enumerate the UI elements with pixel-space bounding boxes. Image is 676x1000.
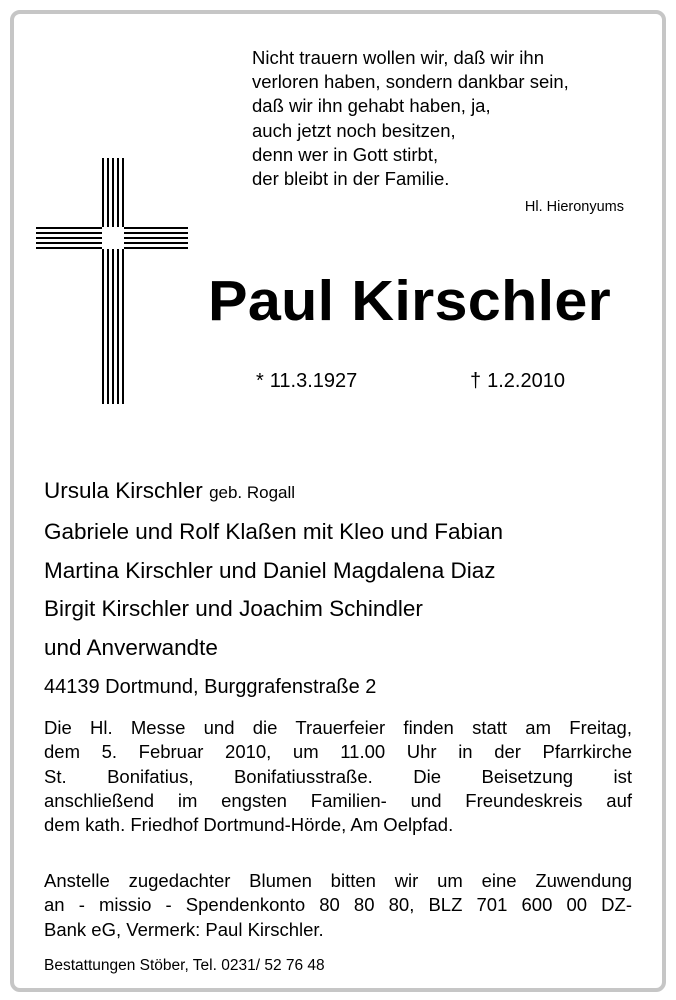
family-line: Birgit Kirschler und Joachim Schindler xyxy=(44,596,423,622)
family-line xyxy=(44,472,503,513)
family-list xyxy=(44,472,503,668)
birth-star-icon: * xyxy=(256,370,264,392)
donation-line: an - missio - Spendenkonto 80 80 80, BLZ 701 600 00 DZ- xyxy=(44,894,632,916)
service-line: St. Bonifatius, Bonifatiusstraße. Die Beisetzung ist xyxy=(44,765,632,787)
family-line: Gabriele und Rolf Klaßen mit Kleo und Fabian xyxy=(44,518,504,544)
service-notice xyxy=(44,716,632,837)
donation-line: Bank eG, Vermerk: Paul Kirschler. xyxy=(44,918,324,940)
family-address: 44139 Dortmund, Burggrafenstraße 2 xyxy=(44,676,377,698)
quote-attribution: Hl. Hieronyums xyxy=(524,199,624,215)
family-line: und Anverwandte xyxy=(44,635,218,661)
death-date xyxy=(470,370,565,393)
service-line: anschließend im engsten Familien- und Freundeskreis auf xyxy=(44,789,632,811)
birth-date xyxy=(256,370,357,393)
widow-name: Ursula Kirschler xyxy=(44,478,203,503)
death-cross-icon: † xyxy=(470,370,482,392)
funeral-home-contact: Bestattungen Stöber, Tel. 0231/ 52 76 48 xyxy=(44,957,325,974)
quote-line: verloren haben, sondern dankbar sein, xyxy=(252,71,569,93)
service-line: dem kath. Friedhof Dortmund-Hörde, Am Oelpfad. xyxy=(44,814,454,836)
cross-icon xyxy=(36,158,188,404)
quote-line: Nicht trauern wollen wir, daß wir ihn xyxy=(252,47,544,68)
maiden-name: geb. Rogall xyxy=(209,483,296,502)
quote-line: daß wir ihn gehabt haben, ja, xyxy=(252,95,491,117)
deceased-name: Paul Kirschler xyxy=(208,269,612,333)
family-line: Martina Kirschler und Daniel Magdalena Diaz xyxy=(44,557,496,583)
service-line: dem 5. Februar 2010, um 11.00 Uhr in der Pfarrkirche xyxy=(44,741,632,763)
quote-line: auch jetzt noch besitzen, xyxy=(252,119,456,141)
quote-line: der bleibt in der Familie. xyxy=(252,168,450,190)
birth-date-value: 11.3.1927 xyxy=(269,370,358,392)
death-date-value: 1.2.2010 xyxy=(487,370,565,392)
memorial-quote xyxy=(252,46,569,191)
service-line: Die Hl. Messe und die Trauerfeier finden statt am Freitag, xyxy=(44,717,632,738)
quote-line: denn wer in Gott stirbt, xyxy=(252,143,439,165)
donation-line: Anstelle zugedachter Blumen bitten wir um eine Zuwendung xyxy=(44,870,632,891)
donation-notice xyxy=(44,869,632,942)
